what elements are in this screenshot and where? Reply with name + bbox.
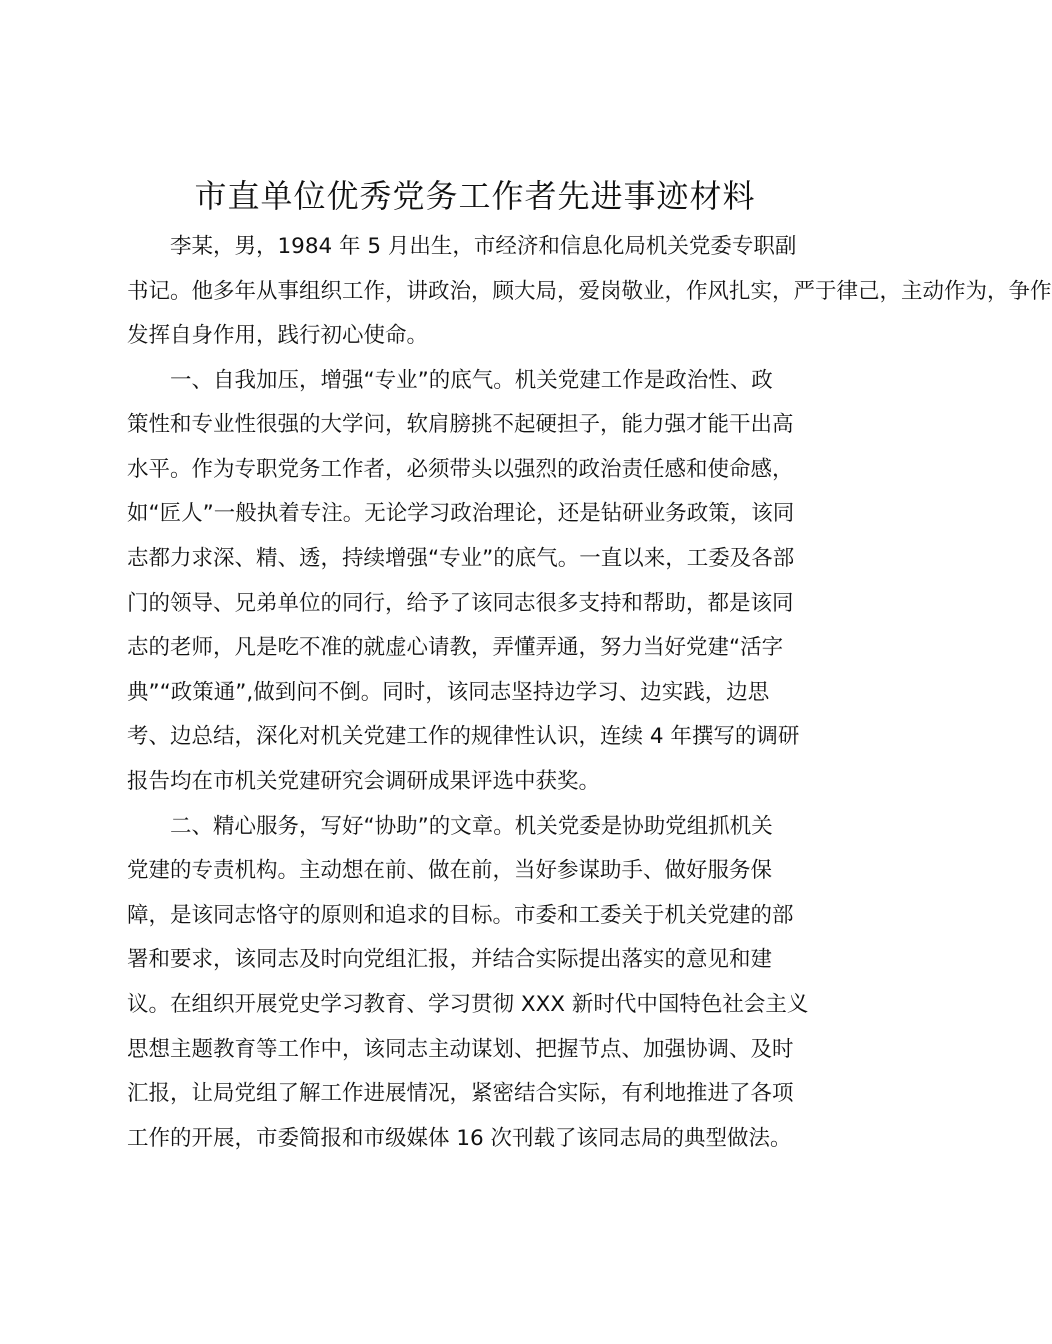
- body-line: 如“匠人”一般执着专注。无论学习政治理论，还是钻研业务政策，该同: [127, 501, 795, 526]
- body-line: 障，是该同志恪守的原则和追求的目标。市委和工委关于机关党建的部: [127, 903, 794, 928]
- body-line: 议。在组织开展党史学习教育、学习贯彻 XXX 新时代中国特色社会主义: [127, 992, 809, 1017]
- body-line: 李某，男，1984 年 5 月出生，市经济和信息化局机关党委专职副: [170, 234, 797, 259]
- body-line: 发挥自身作用，践行初心使命。: [127, 323, 429, 348]
- body-line: 党建的专责机构。主动想在前、做在前，当好参谋助手、做好服务保: [127, 858, 773, 883]
- body-line: 一、自我加压，增强“专业”的底气。机关党建工作是政治性、政: [170, 368, 773, 393]
- body-line: 典”“政策通”,做到问不倒。同时，该同志坚持边学习、边实践，边思: [127, 680, 770, 705]
- body-line: 汇报，让局党组了解工作进展情况，紧密结合实际，有利地推进了各项: [127, 1081, 794, 1106]
- body-line: 志都力求深、精、透，持续增强“专业”的底气。一直以来，工委及各部: [127, 546, 795, 571]
- body-line: 水平。作为专职党务工作者，必须带头以强烈的政治责任感和使命感，: [127, 457, 794, 482]
- body-line: 报告均在市机关党建研究会调研成果评选中获奖。: [127, 769, 601, 794]
- body-line: 思想主题教育等工作中，该同志主动谋划、把握节点、加强协调、及时: [127, 1037, 794, 1062]
- body-line: 二、精心服务，写好“协助”的文章。机关党委是协助党组抓机关: [170, 814, 773, 839]
- body-line: 署和要求，该同志及时向党组汇报，并结合实际提出落实的意见和建: [127, 947, 773, 972]
- body-line: 策性和专业性很强的大学问，软肩膀挑不起硬担子，能力强才能干出高: [127, 412, 794, 437]
- body-line: 考、边总结，深化对机关党建工作的规律性认识，连续 4 年撰写的调研: [127, 724, 800, 749]
- document-title: 市直单位优秀党务工作者先进事迹材料: [194, 177, 756, 215]
- body-line: 工作的开展，市委简报和市级媒体 16 次刊载了该同志局的典型做法。: [127, 1126, 792, 1151]
- body-line: 门的领导、兄弟单位的同行，给予了该同志很多支持和帮助，都是该同: [127, 591, 794, 616]
- body-line: 志的老师，凡是吃不准的就虚心请教，弄懂弄通，努力当好党建“活字: [127, 635, 784, 660]
- body-line: 书记。他多年从事组织工作，讲政治，顾大局，爱岗敬业，作风扎实，严于律己，主动作为，争作: [127, 279, 1052, 304]
